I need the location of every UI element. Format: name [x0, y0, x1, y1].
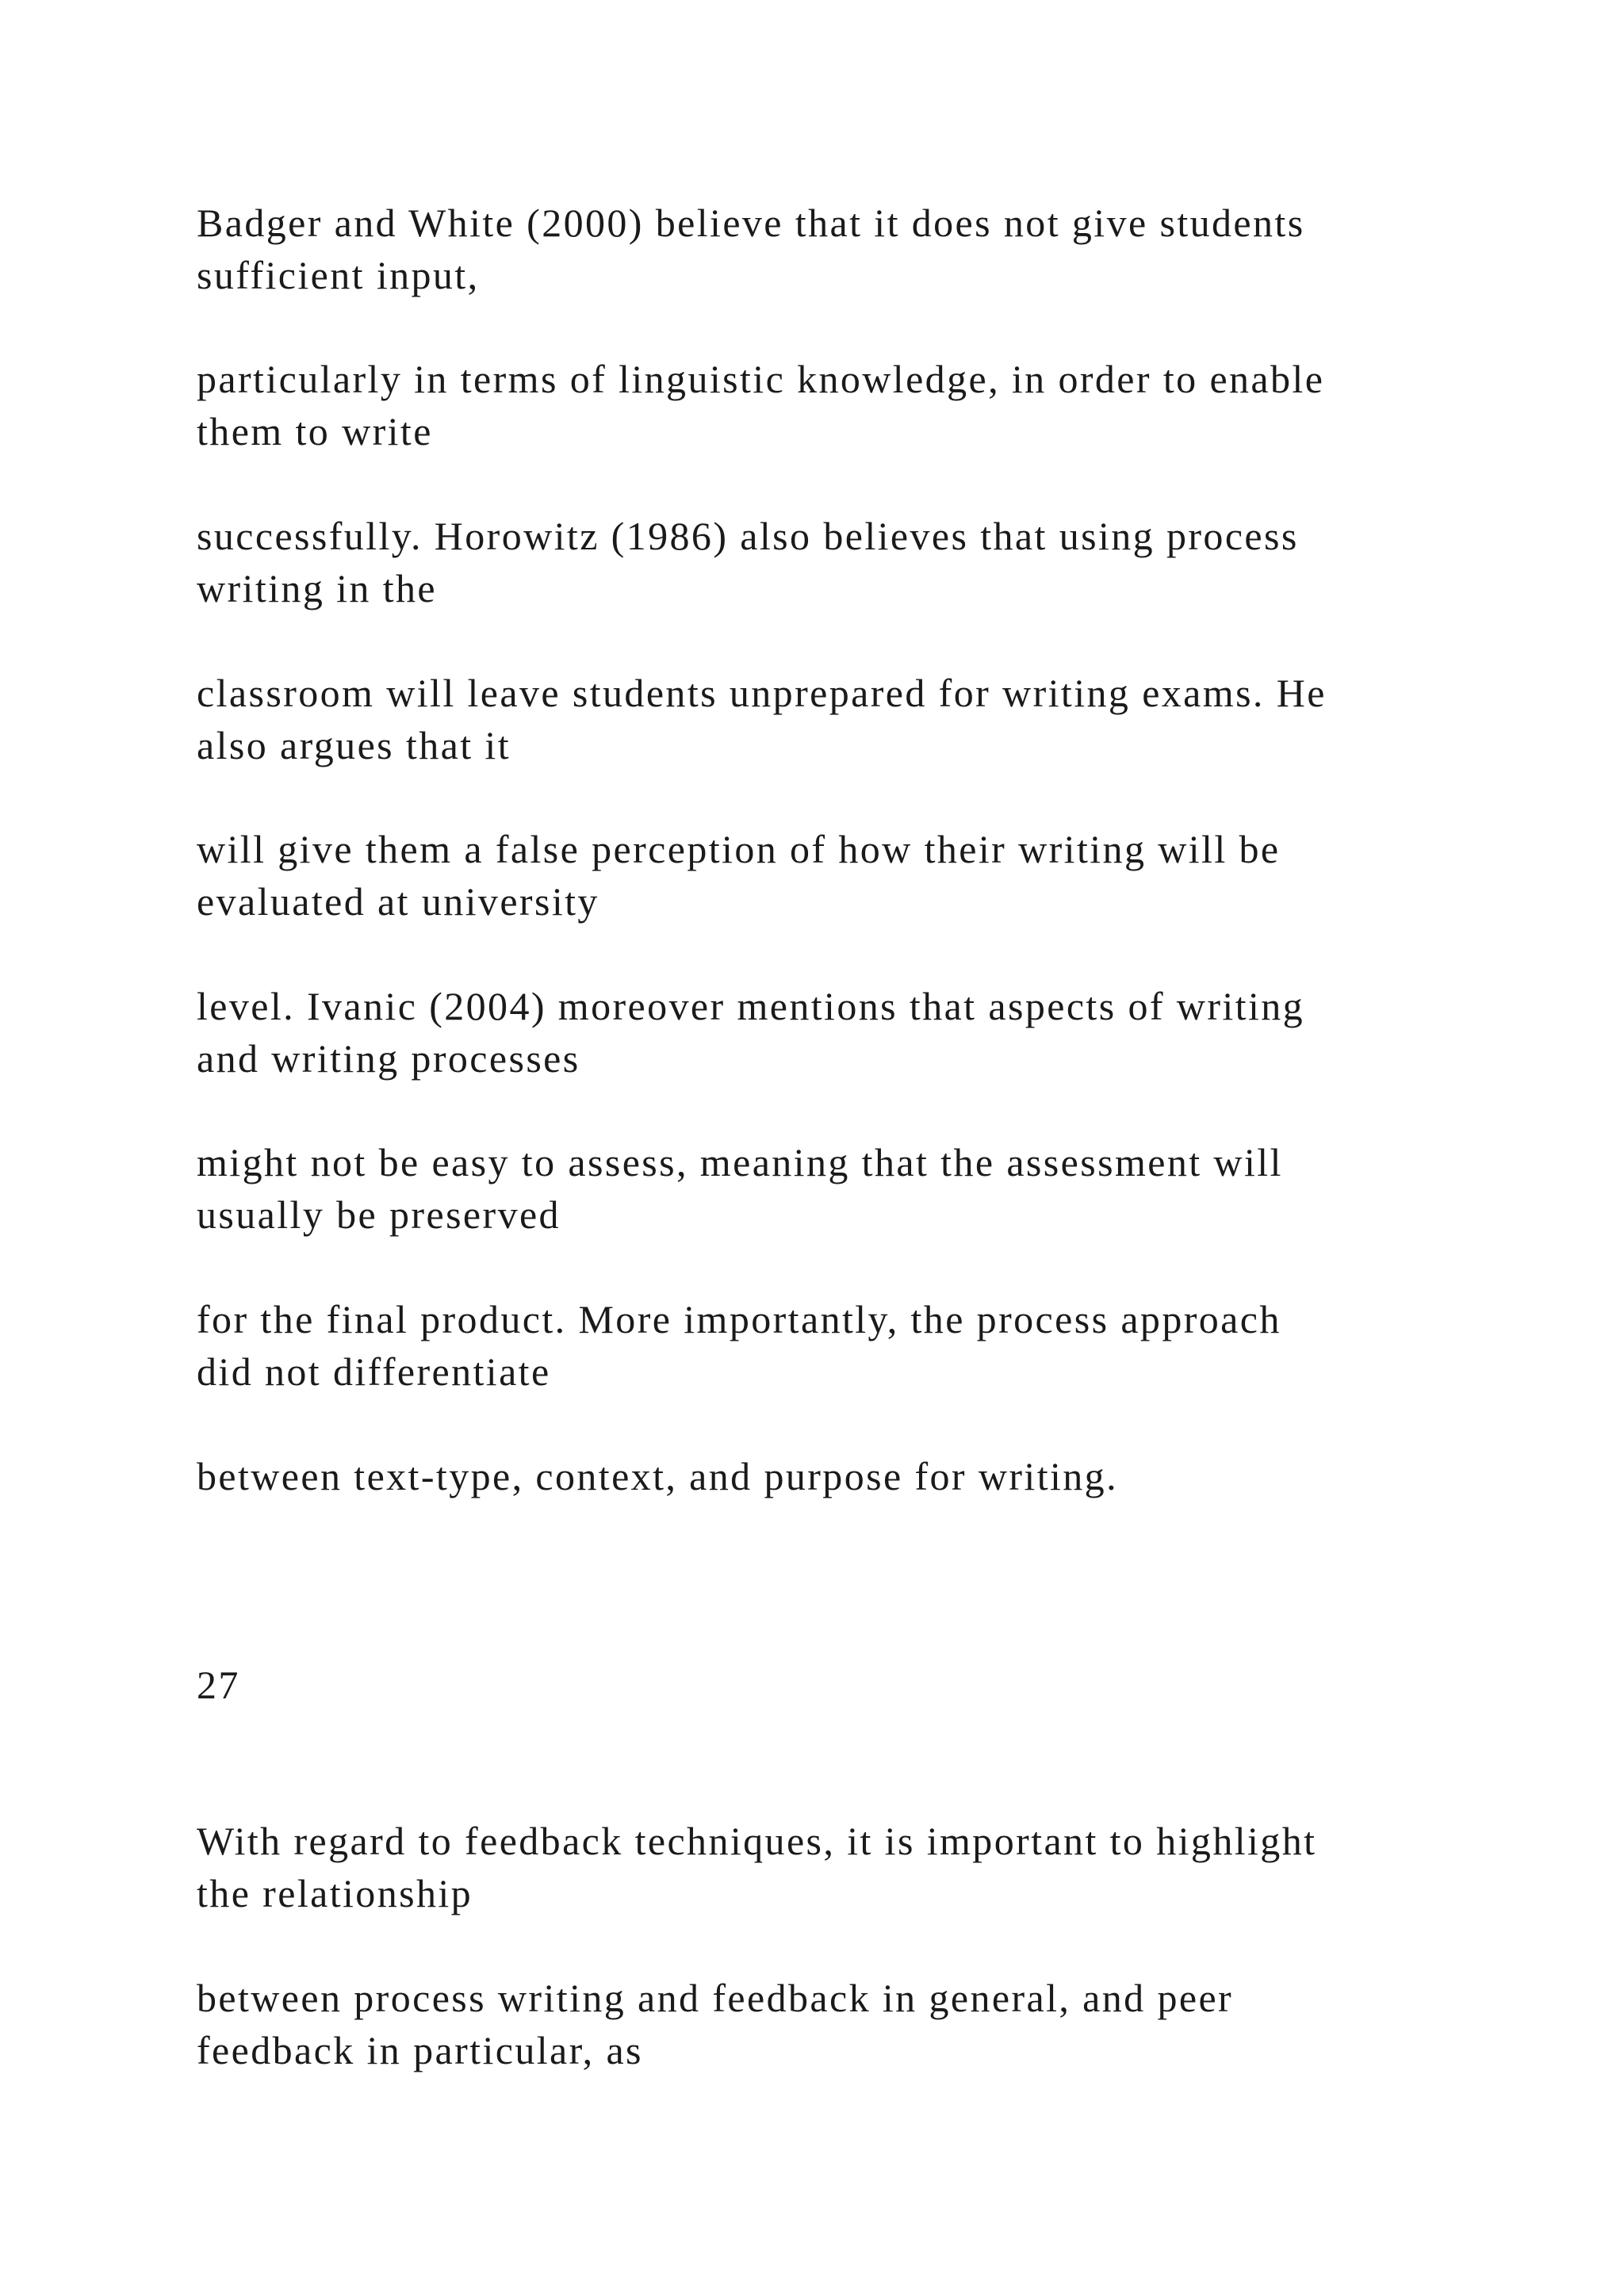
text-line: usually be preserved — [197, 1192, 561, 1237]
paragraph — [197, 1450, 1529, 1502]
text-line: the relationship — [197, 1871, 473, 1915]
text-line: Badger and White (2000) believe that it does not give students — [197, 201, 1305, 245]
paragraph — [197, 510, 1529, 614]
paragraph — [197, 353, 1529, 457]
text-line: them to write — [197, 409, 433, 453]
text-line: between process writing and feedback in general, and peer — [197, 1976, 1234, 2020]
text-line: feedback in particular, as — [197, 2028, 643, 2072]
text-line: evaluated at university — [197, 879, 599, 924]
text-line: also argues that it — [197, 723, 511, 767]
text-line: for the final product. More importantly, the process approach — [197, 1297, 1281, 1341]
paragraph — [197, 197, 1529, 301]
paragraph — [197, 1972, 1529, 2076]
paragraph — [197, 1136, 1529, 1241]
text-line: did not differentiate — [197, 1349, 551, 1394]
text-line: With regard to feedback techniques, it is important to highlight — [197, 1819, 1317, 1863]
text-line: level. Ivanic (2004) moreover mentions that aspects of writing — [197, 984, 1305, 1028]
text-line: and writing processes — [197, 1036, 580, 1081]
text-line: between text-type, context, and purpose for writing. — [197, 1454, 1118, 1498]
paragraph — [197, 1293, 1529, 1398]
text-line: classroom will leave students unprepared for writing exams. He — [197, 671, 1327, 715]
page-number: 27 — [197, 1663, 240, 1707]
text-line: will give them a false perception of how their writing will be — [197, 827, 1281, 871]
text-line: might not be easy to assess, meaning that the assessment will — [197, 1140, 1283, 1184]
text-line: sufficient input, — [197, 253, 480, 297]
paragraph — [197, 980, 1529, 1085]
paragraph — [197, 667, 1529, 771]
text-line: particularly in terms of linguistic knowledge, in order to enable — [197, 357, 1325, 401]
paragraph — [197, 823, 1529, 928]
text-line: writing in the — [197, 566, 438, 610]
paragraph — [197, 1815, 1529, 1919]
text-line: successfully. Horowitz (1986) also believes that using process — [197, 514, 1299, 558]
